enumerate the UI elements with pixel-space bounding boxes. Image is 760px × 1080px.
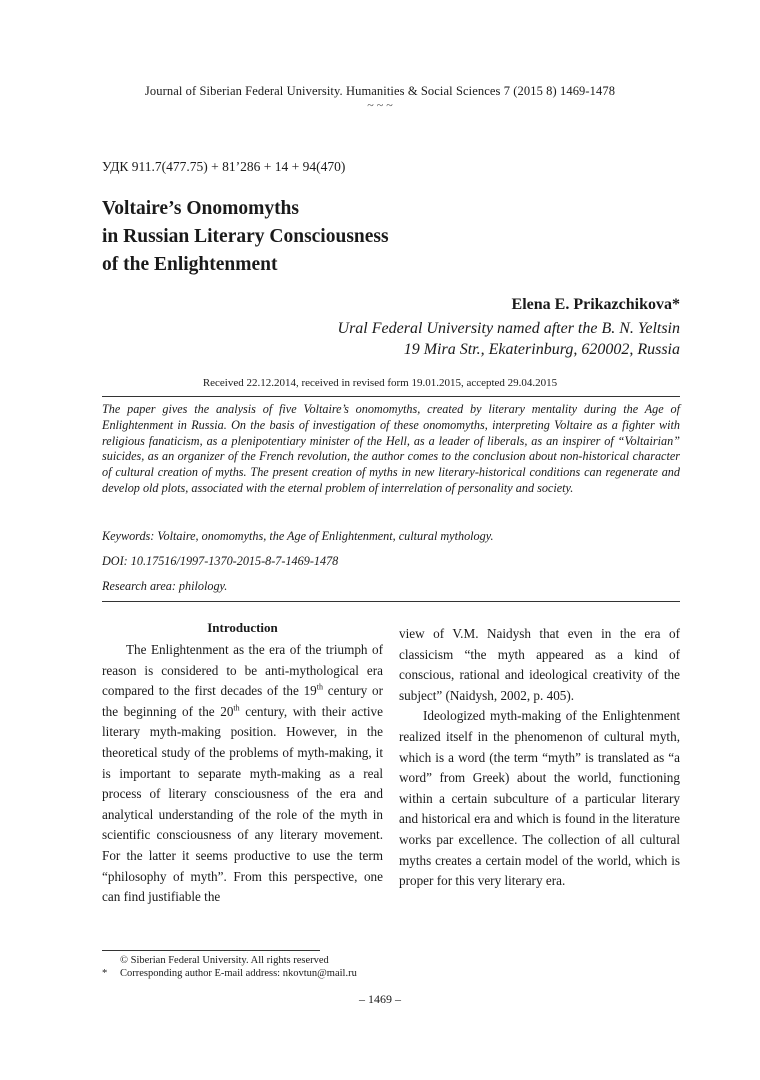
article-title bbox=[102, 195, 662, 279]
footnote-rule bbox=[102, 950, 320, 951]
abstract-bottom-rule bbox=[102, 601, 680, 602]
section-heading-introduction: Introduction bbox=[207, 620, 278, 635]
paragraph: The Enlightenment as the era of the triumph of reason is considered to be anti-mythological era compared to the first decades of the 19th century or the beginning of the 20th century, with their active literary myth-making position. However, in the theoretical study of the problems of myth-making, it is important to separate myth-making as a real process of literary consciousness of the era and analytical understanding of the role of the myth in scientific consciousness of any literary movement. For the latter it seems productive to use the term “philosophy of myth”. From this perspective, one can find justifiable the bbox=[102, 642, 384, 905]
keywords: Keywords: Voltaire, onomomyths, the Age of Enlightenment, cultural mythology. bbox=[102, 529, 494, 543]
affiliation-line-1: Ural Federal University named after the B. N. Yeltsin bbox=[337, 320, 680, 337]
title-line-3: of the Enlightenment bbox=[102, 254, 278, 275]
paragraph: view of V.M. Naidysh that even in the era of classicism “the myth appeared as a kind of conscious, rational and ideological creativity of the subject” (Naidysh, 2002, p. 405). bbox=[399, 626, 680, 703]
author-name: Elena E. Prikazchikova* bbox=[511, 296, 680, 313]
footnote-star: * bbox=[102, 968, 108, 979]
page-number: – 1469 – bbox=[359, 992, 401, 1006]
abstract-top-rule bbox=[102, 396, 680, 397]
affiliation-line-2: 19 Mira Str., Ekaterinburg, 620002, Russia bbox=[403, 341, 680, 358]
corresponding-author-footnote: Corresponding author E-mail address: nkovtun@mail.ru bbox=[120, 968, 357, 979]
copyright-footnote: © Siberian Federal University. All rights reserved bbox=[120, 955, 329, 966]
journal-header: Journal of Siberian Federal University. Humanities & Social Sciences 7 (2015 8) 1469-1478 bbox=[144, 84, 616, 98]
header-ornament: ~ ~ ~ bbox=[367, 98, 393, 112]
body-left-column bbox=[102, 619, 383, 908]
title-line-2: in Russian Literary Consciousness bbox=[102, 226, 389, 247]
research-area: Research area: philology. bbox=[102, 579, 228, 593]
body-right-column bbox=[399, 624, 680, 892]
doi: DOI: 10.17516/1997-1370-2015-8-7-1469-1478 bbox=[102, 554, 339, 568]
received-dates: Received 22.12.2014, received in revised form 19.01.2015, accepted 29.04.2015 bbox=[202, 377, 558, 389]
author-affiliation bbox=[180, 318, 680, 360]
paragraph: Ideologized myth-making of the Enlightenment realized itself in the phenomenon of cultural myth, which is a word (the term “myth” is translated as “a word” from Greek) about the world, functioning within a certain subculture of a particular literary and historical era and which is found in the literature works par excellence. The collection of all cultural myths creates a certain model of the world, which is proper for this very literary era. bbox=[399, 708, 680, 889]
title-line-1: Voltaire’s Onomomyths bbox=[102, 198, 299, 219]
udk-code: УДК 911.7(477.75) + 81’286 + 14 + 94(470) bbox=[102, 159, 346, 174]
abstract: The paper gives the analysis of five Voltaire’s onomomyths, created by literary mentality during the Age of Enlightenment in Russia. On the basis of investigation of these onomomyths, interpreting Voltaire as a fighter with religious fanaticism, as a plenipotentiary minister of the Hell, as a leader of liberals, as an inspirer of “Voltairian” suicides, as an organizer of the French revolution, the author comes to the conclusion about non-historical character of cultural creation of myths. The present creation of myths in new literary-historical conditions can regenerate and develop old plots, associated with the eternal problem of interrelation of personality and society. bbox=[102, 402, 680, 495]
